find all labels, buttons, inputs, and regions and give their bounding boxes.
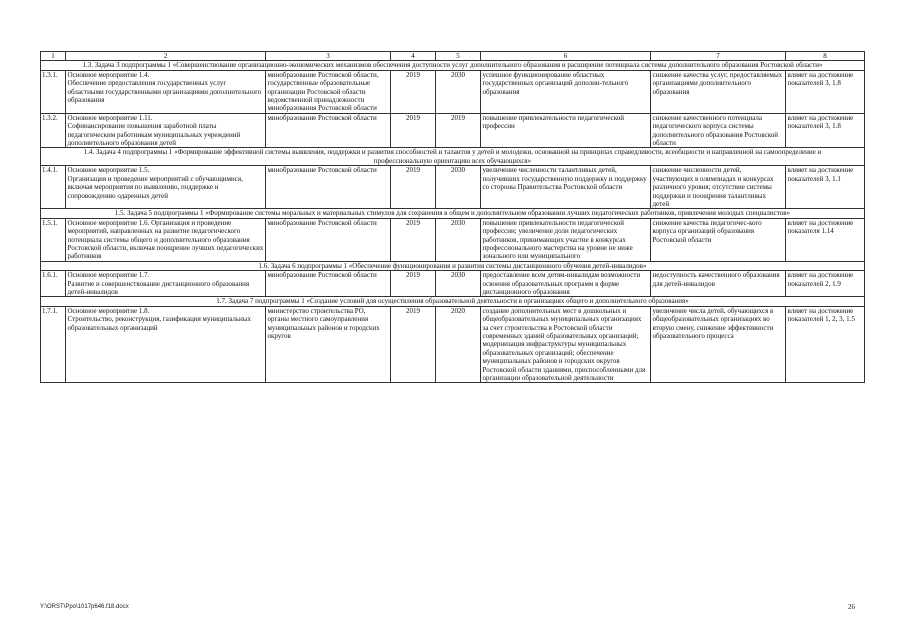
indicator-link-cell: влияет на достижение показателей 3, 1.8 [786,70,865,113]
expected-result-cell: увеличение численности талантливых детей, получивших государственную поддержку и поддержку со стороны Правительства Ростовской области [481,166,651,209]
table-row [41,306,865,383]
row-number: 1.4.1. [41,166,66,209]
start-year-cell: 2019 [391,113,436,148]
end-year-cell: 2030 [436,218,481,261]
event-name-cell: Основное мероприятие 1.7. Развитие и совершенствование дистанционного образования детей-инвалидов [66,271,266,297]
section-heading-row [41,261,865,270]
start-year-cell: 2019 [391,218,436,261]
executor-cell: минобразование Ростовской области [266,166,391,209]
start-year-cell: 2019 [391,306,436,383]
expected-result-cell: повышение привлекательности педагогической профессии; увеличение доли педагогических работников, принимающих участие в конкурсах профессионального мастерства на уровне не ниже зонального или муниципального [481,218,651,261]
end-year-cell: 2030 [436,166,481,209]
column-number: 2 [66,52,266,61]
executor-cell: минобразование Ростовской области, государственные образовательные организации Ростовской области ведомственной принадлежности минобразования Ростовской области [266,70,391,113]
page-number: 26 [848,603,855,611]
end-year-cell: 2030 [436,70,481,113]
row-number: 1.6.1. [41,271,66,297]
event-name-cell: Основное мероприятие 1.4. Обеспечение предоставления государственных услуг областными государственными организациями дополнительного образования [66,70,266,113]
event-name-cell: Основное мероприятие 1.5. Организация и проведение мероприятий с обучающимися, включая мероприятия по выявлению, поддержке и сопровождению одаренных детей [66,166,266,209]
column-number: 6 [481,52,651,61]
end-year-cell: 2019 [436,113,481,148]
section-heading: 1.4. Задача 4 подпрограммы 1 «Формирование эффективной системы выявления, поддержки и развития способностей и талантов у детей и молодежи, основанной на принципах справедливости, всеобщности и направленной на самоопределение и профессиональную ориентацию всех обучающихся» [41,148,865,166]
indicator-link-cell: влияет на достижение показателей 3, 1.8 [786,113,865,148]
section-heading: 1.6. Задача 6 подпрограммы 1 «Обеспечение функционирования и развития системы дистанционного обучения детей-инвалидов» [41,261,865,270]
column-number-row [41,52,865,61]
file-path-footer: Y:\ORST\Ppo\1017p646.f18.docx [40,604,129,610]
non-implementation-consequence-cell: снижение качества педагогичес-кого корпуса организаций образования Ростовской области [651,218,786,261]
table-row [41,218,865,261]
row-number: 1.7.1. [41,306,66,383]
event-name-cell: Основное мероприятие 1.11. Софинансирование повышения заработной платы педагогическим работникам муниципальных учреждений дополнительного образования детей [66,113,266,148]
section-heading: 1.5. Задача 5 подпрограммы 1 «Формирование системы моральных и материальных стимулов для сохранения в общем и дополнительном образовании лучших педагогических работников, привлечения молодых специалистов» [41,209,865,218]
table-row [41,271,865,297]
column-number: 7 [651,52,786,61]
expected-result-cell: успешное функционирование областных государственных организаций дополни-тельного образования [481,70,651,113]
table-row [41,166,865,209]
non-implementation-consequence-cell: снижение качественного потенциала педагогического корпуса системы дополнительного образования Ростовской области [651,113,786,148]
indicator-link-cell: влияет на достижение показателя 1.14 [786,218,865,261]
section-heading-row [41,148,865,166]
section-heading-row [41,61,865,70]
non-implementation-consequence-cell: снижение численности детей, участвующих в олимпиадах и конкурсах различного уровня; отсутствие системы поддержки и поощрения талантливых детей [651,166,786,209]
non-implementation-consequence-cell: увеличение числа детей, обучающихся в общеобразовательных организациях во вторую смену, снижение эффективности образовательного процесса [651,306,786,383]
start-year-cell: 2019 [391,166,436,209]
executor-cell: минобразование Ростовской области [266,271,391,297]
column-number: 1 [41,52,66,61]
start-year-cell: 2019 [391,70,436,113]
executor-cell: министерство строительства РО, органы местного самоуправления муниципальных районов и городских округов [266,306,391,383]
expected-result-cell: предоставление всем детям-инвалидам возможности освоения образовательных программ в форме дистанционного образования [481,271,651,297]
table-row [41,70,865,113]
event-name-cell: Основное мероприятие 1.6. Организация и проведение мероприятий, направленных на развитие педагогического потенциала системы общего и дополнительного образования Ростовской области, включая поощрение лучших педагогических работников [66,218,266,261]
row-number: 1.5.1. [41,218,66,261]
indicator-link-cell: влияет на достижение показателей 2, 1.9 [786,271,865,297]
executor-cell: минобразование Ростовской области [266,218,391,261]
executor-cell: минобразование Ростовской области [266,113,391,148]
section-heading-row [41,297,865,306]
table-row [41,113,865,148]
expected-result-cell: создание дополнительных мест в дошкольных и общеобразовательных муниципальных организациях за счет строительства в Ростовской области современных зданий образовательных организаций; модернизация инфраструктуры муниципальных образовательных организаций; обеспечение муниципальных районов и городских округов Ростовской области зданиями, приспособленными для организации образовательной деятельности [481,306,651,383]
measures-table [40,51,865,383]
non-implementation-consequence-cell: снижение качества услуг, предоставляемых организациями дополнительного образования [651,70,786,113]
end-year-cell: 2030 [436,271,481,297]
event-name-cell: Основное мероприятие 1.8. Строительство, реконструкция, газификация муниципальных образовательных организаций [66,306,266,383]
expected-result-cell: повышение привлекательности педагогической профессии [481,113,651,148]
section-heading-row [41,209,865,218]
section-heading: 1.7. Задача 7 подпрограммы 1 «Создание условий для осуществления образовательной деятельности в организациях общего и дополнительного образования» [41,297,865,306]
column-number: 4 [391,52,436,61]
start-year-cell: 2019 [391,271,436,297]
column-number: 3 [266,52,391,61]
row-number: 1.3.2. [41,113,66,148]
non-implementation-consequence-cell: недоступность качественного образования для детей-инвалидов [651,271,786,297]
section-heading: 1.3. Задача 3 подпрограммы 1 «Совершенствование организационно-экономических механизмов обеспечения доступности услуг дополнительного образования и расширение потенциала системы дополнительного образования Ростовской области» [41,61,865,70]
column-number: 5 [436,52,481,61]
indicator-link-cell: влияет на достижение показателей 3, 1.1 [786,166,865,209]
column-number: 8 [786,52,865,61]
end-year-cell: 2020 [436,306,481,383]
indicator-link-cell: влияет на достижение показателей 1, 2, 3, 1.5 [786,306,865,383]
row-number: 1.3.1. [41,70,66,113]
